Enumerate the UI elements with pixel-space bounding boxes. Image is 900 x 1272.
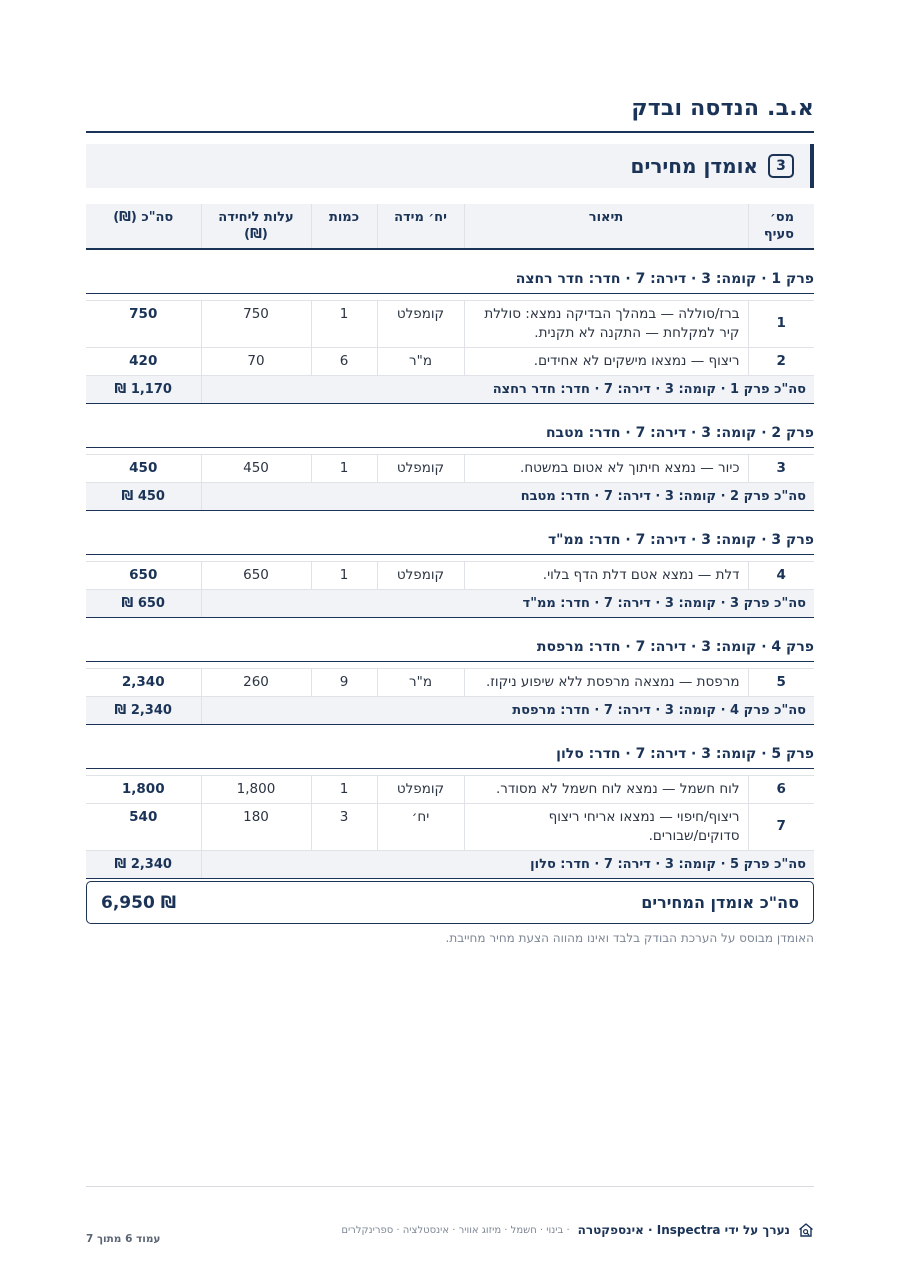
footer-divider xyxy=(86,1186,814,1187)
item-unit-cost: 260 xyxy=(201,668,311,696)
item-description: ברז/סוללה — במהלך הבדיקה נמצא: סוללת קיר למקלחת — התקנה לא תקנית. xyxy=(464,300,748,347)
item-quantity: 6 xyxy=(311,347,377,375)
item-number: 5 xyxy=(748,668,814,696)
item-quantity: 9 xyxy=(311,668,377,696)
item-description: לוח חשמל — נמצא לוח חשמל לא מסודר. xyxy=(464,775,748,803)
item-total: 1,800 xyxy=(86,775,201,803)
chapter-header xyxy=(86,249,814,293)
item-unit: מ"ר xyxy=(377,668,464,696)
item-unit-cost: 70 xyxy=(201,347,311,375)
subtotal-value: 1,170 ₪ xyxy=(86,375,201,403)
spacer-row xyxy=(86,768,814,775)
chapter-subtotal-row xyxy=(86,850,814,878)
item-number: 2 xyxy=(748,347,814,375)
item-unit: קומפלט xyxy=(377,561,464,589)
table-row xyxy=(86,300,814,347)
column-header-no: מס׳ סעיף xyxy=(748,204,814,249)
disclaimer-note: האומדן מבוסס על הערכת הבודק בלבד ואינו מהווה הצעת מחיר מחייבת. xyxy=(445,931,814,945)
table-row xyxy=(86,347,814,375)
subtotal-value: 450 ₪ xyxy=(86,482,201,510)
item-quantity: 1 xyxy=(311,300,377,347)
subtotal-label: סה"כ פרק 4 · קומה: 3 · דירה: 7 · חדר: מרפסת xyxy=(201,696,814,724)
chapter-subtotal-row xyxy=(86,696,814,724)
item-total: 450 xyxy=(86,454,201,482)
item-unit: מ"ר xyxy=(377,347,464,375)
spacer-row xyxy=(86,293,814,300)
grand-total-value: 6,950 ₪ xyxy=(101,892,177,913)
footer-brand: נערך על ידי Inspectra · אינספקטרה xyxy=(577,1223,790,1237)
spacer-row xyxy=(86,661,814,668)
price-estimate-table xyxy=(86,204,814,879)
section-number-badge: 3 xyxy=(768,154,794,178)
item-unit-cost: 180 xyxy=(201,803,311,850)
item-quantity: 1 xyxy=(311,561,377,589)
section-header xyxy=(86,144,814,188)
house-search-icon xyxy=(798,1222,814,1238)
column-header-description: תיאור xyxy=(464,204,748,249)
table-row xyxy=(86,454,814,482)
item-unit-cost: 750 xyxy=(201,300,311,347)
item-total: 650 xyxy=(86,561,201,589)
subtotal-label: סה"כ פרק 5 · קומה: 3 · דירה: 7 · חדר: סלון xyxy=(201,850,814,878)
item-unit-cost: 650 xyxy=(201,561,311,589)
spacer-row xyxy=(86,447,814,454)
spacer-row xyxy=(86,554,814,561)
table-row xyxy=(86,775,814,803)
item-description: ריצוף/חיפוי — נמצאו אריחי ריצוף סדוקים/שבורים. xyxy=(464,803,748,850)
item-quantity: 1 xyxy=(311,454,377,482)
chapter-title: פרק 4 · קומה: 3 · דירה: 7 · חדר: מרפסת xyxy=(86,617,814,661)
footer xyxy=(341,1222,814,1238)
item-description: ריצוף — נמצאו מישקים לא אחידים. xyxy=(464,347,748,375)
subtotal-label: סה"כ פרק 3 · קומה: 3 · דירה: 7 · חדר: ממ"ד xyxy=(201,589,814,617)
chapter-title: פרק 3 · קומה: 3 · דירה: 7 · חדר: ממ"ד xyxy=(86,510,814,554)
company-name: א.ב. הנדסה ובדק xyxy=(631,96,814,121)
section-title: אומדן מחירים xyxy=(630,154,758,178)
item-number: 1 xyxy=(748,300,814,347)
item-number: 3 xyxy=(748,454,814,482)
item-number: 4 xyxy=(748,561,814,589)
table-row xyxy=(86,561,814,589)
chapter-subtotal-row xyxy=(86,375,814,403)
table-row xyxy=(86,668,814,696)
header-divider xyxy=(86,131,814,133)
item-number: 7 xyxy=(748,803,814,850)
column-header-unit-cost: עלות ליחידה (₪) xyxy=(201,204,311,249)
item-unit-cost: 1,800 xyxy=(201,775,311,803)
table-row xyxy=(86,803,814,850)
subtotal-label: סה"כ פרק 2 · קומה: 3 · דירה: 7 · חדר: מטבח xyxy=(201,482,814,510)
column-header-quantity: כמות xyxy=(311,204,377,249)
item-total: 2,340 xyxy=(86,668,201,696)
item-description: דלת — נמצא אטם דלת הדף בלוי. xyxy=(464,561,748,589)
item-total: 540 xyxy=(86,803,201,850)
report-page xyxy=(86,0,814,1272)
item-description: כיור — נמצא חיתוך לא אטום במשטח. xyxy=(464,454,748,482)
column-header-total: סה"כ (₪) xyxy=(86,204,201,249)
item-quantity: 1 xyxy=(311,775,377,803)
grand-total-label: סה"כ אומדן המחירים xyxy=(641,893,799,912)
subtotal-value: 2,340 ₪ xyxy=(86,696,201,724)
chapter-header xyxy=(86,510,814,554)
item-total: 420 xyxy=(86,347,201,375)
subtotal-value: 2,340 ₪ xyxy=(86,850,201,878)
column-header-unit: יח׳ מידה xyxy=(377,204,464,249)
chapter-title: פרק 2 · קומה: 3 · דירה: 7 · חדר: מטבח xyxy=(86,403,814,447)
item-number: 6 xyxy=(748,775,814,803)
chapter-title: פרק 1 · קומה: 3 · דירה: 7 · חדר: חדר רחצה xyxy=(86,249,814,293)
chapter-header xyxy=(86,403,814,447)
page-number: עמוד 6 מתוך 7 xyxy=(86,1233,161,1245)
chapter-title: פרק 5 · קומה: 3 · דירה: 7 · חדר: סלון xyxy=(86,724,814,768)
subtotal-value: 650 ₪ xyxy=(86,589,201,617)
subtotal-label: סה"כ פרק 1 · קומה: 3 · דירה: 7 · חדר: חדר רחצה xyxy=(201,375,814,403)
item-quantity: 3 xyxy=(311,803,377,850)
grand-total-box xyxy=(86,881,814,924)
chapter-header xyxy=(86,617,814,661)
item-unit: קומפלט xyxy=(377,454,464,482)
chapter-header xyxy=(86,724,814,768)
item-unit: קומפלט xyxy=(377,300,464,347)
item-unit: קומפלט xyxy=(377,775,464,803)
item-total: 750 xyxy=(86,300,201,347)
footer-services: · בינוי · חשמל · מיזוג אוויר · אינסטלציה · ספרינקלרים xyxy=(341,1224,570,1236)
item-unit-cost: 450 xyxy=(201,454,311,482)
item-unit: יח׳ xyxy=(377,803,464,850)
table-header-row xyxy=(86,204,814,249)
chapter-subtotal-row xyxy=(86,482,814,510)
chapter-subtotal-row xyxy=(86,589,814,617)
item-description: מרפסת — נמצאה מרפסת ללא שיפוע ניקוז. xyxy=(464,668,748,696)
